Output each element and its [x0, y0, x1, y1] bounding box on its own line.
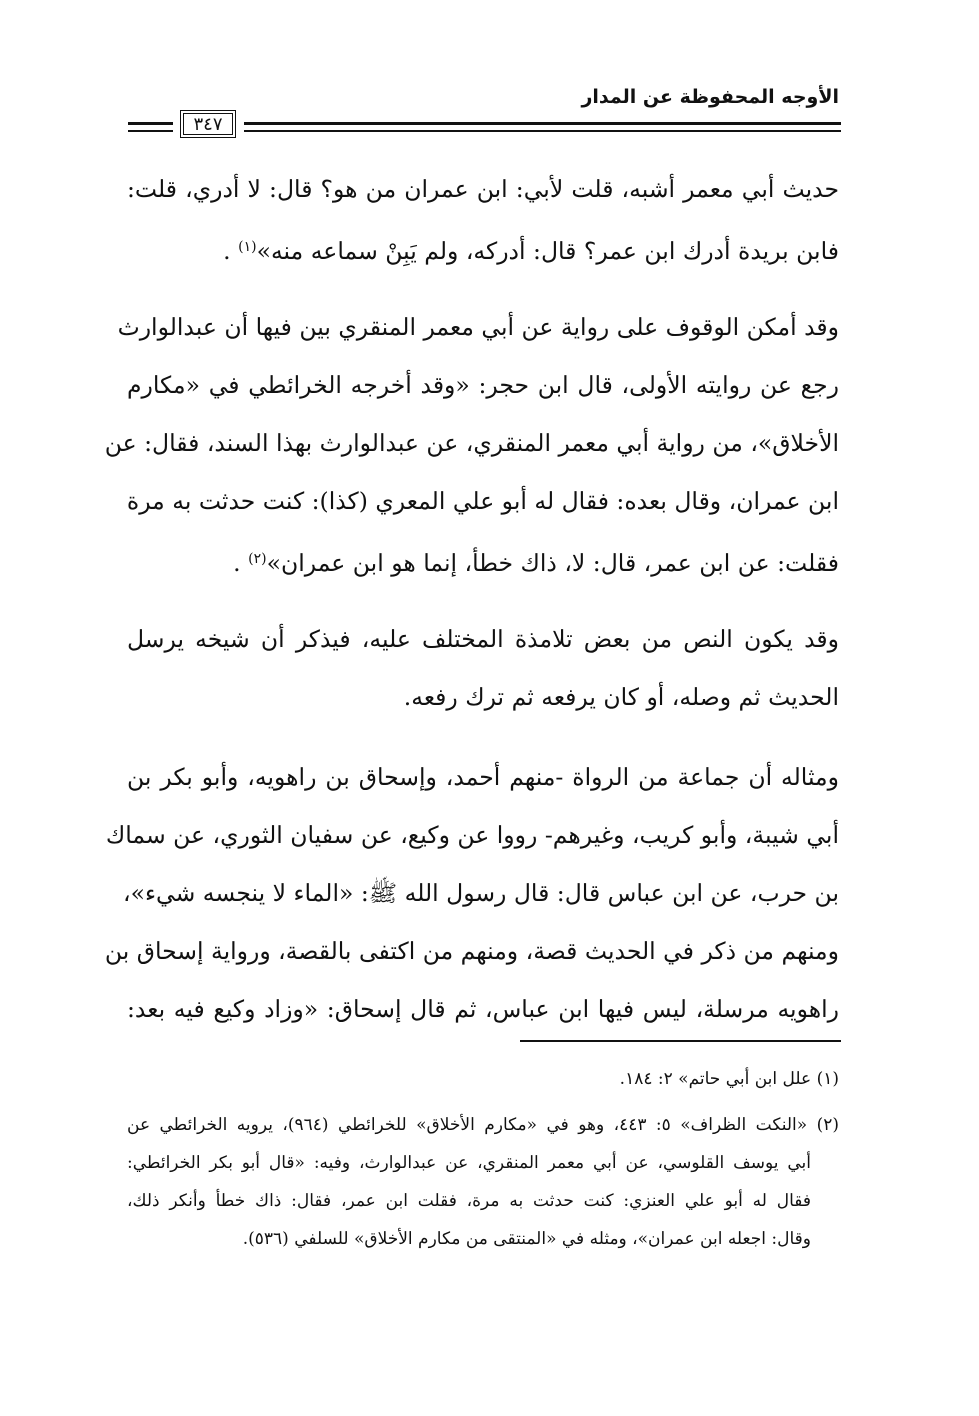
text-line: الحديث ثم وصله، أو كان يرفعه ثم ترك رفعه. [403, 683, 839, 711]
main-text [104, 160, 839, 1060]
paragraph-4 [104, 748, 839, 1038]
header-rule [128, 130, 173, 132]
paragraph-2 [104, 298, 839, 588]
text-line: وقد أمكن الوقوف على رواية عن أبي معمر المنقري بين فيها أن عبدالوارث [117, 313, 839, 341]
footnote-2-line: (٢) «النكت الظراف» ٥: ٤٤٣، وهو في «مكارم الأخلاق» للخرائطي (٩٦٤)، يرويه الخرائطي عن [127, 1115, 839, 1135]
footnote-ref-2[interactable]: (٢) [248, 551, 267, 567]
header-rule [244, 122, 841, 125]
text-line-content: فابن بريدة أدرك ابن عمر؟ قال: أدركه، ولم يَبِنْ سماعه منه» [256, 237, 839, 265]
text-line: الأخلاق»، من رواية أبي معمر المنقري، عن عبدالوارث بهذا السند، فقال: عن [104, 429, 839, 457]
text-line: ومثاله أن جماعة من الرواة -منهم أحمد، وإسحاق بن راهويه، وأبو بكر بن [127, 763, 839, 791]
text-line [127, 530, 839, 588]
running-title: الأوجه المحفوظة عن المدار [581, 86, 839, 108]
footnote-gap [127, 1098, 839, 1106]
text-line: راهويه مرسلة، ليس فيها ابن عباس، ثم قال إسحاق: «وزاد وكيع فيه بعد: [127, 995, 839, 1023]
paragraph-1 [127, 160, 839, 276]
page-number-box [180, 110, 236, 138]
text-line: بن حرب، عن ابن عباس قال: قال رسول الله ﷺ: «الماء لا ينجسه شيء»، [123, 879, 839, 907]
header-rule [128, 122, 173, 125]
line-end: . [233, 549, 241, 577]
footnote-2-line: وقال: اجعله ابن عمران»، ومثله في «المنتقى من مكارم الأخلاق» للسلفي (٥٣٦). [242, 1229, 811, 1249]
line-end: . [223, 237, 231, 265]
footnote-2-line: أبي يوسف القلوسي، عن أبي معمر المنقري، عن عبدالوارث، وفيه: «قال أبو بكر الخرائطي: [127, 1153, 811, 1173]
text-line: رجع عن روايته الأولى، قال ابن حجر: «وقد أخرجه الخرائطي في «مكارم [127, 371, 839, 399]
page-number: ٣٤٧ [193, 113, 223, 135]
text-line: وقد يكون النص من بعض تلامذة المختلف عليه، فيذكر أن شيخه يرسل [127, 625, 839, 653]
footnote-1: (١) علل ابن أبي حاتم» ٢: ١٨٤. [619, 1069, 839, 1089]
footnote-2-line: فقال له أبو علي العنزي: كنت حدثت به مرة، فقلت ابن عمر، فقال: ذاك خطأ وأنكر ذلك، [127, 1191, 811, 1211]
header-rule [244, 130, 841, 132]
footnotes [127, 1060, 839, 1258]
paragraph-3 [127, 610, 839, 726]
footnote-separator [520, 1040, 841, 1042]
text-line: ابن عمران، وقال بعده: فقال له أبو علي المعري (كذا): كنت حدثت به مرة [126, 487, 839, 515]
text-line-content: فقلت: عن ابن عمر، قال: لا، ذاك خطأ، إنما هو ابن عمران» [266, 549, 839, 577]
text-line [127, 218, 839, 276]
footnote-ref-1[interactable]: (١) [238, 239, 257, 255]
text-line: أبي شيبة، وأبو كريب، وغيرهم- رووا عن وكيع، عن سفيان الثوري، عن سماك [105, 821, 839, 849]
text-line: حديث أبي معمر أشبه، قلت لأبي: ابن عمران من هو؟ قال: لا أدري، قلت: [127, 175, 839, 203]
text-line: ومنهم من ذكر في الحديث قصة، ومنهم من اكتفى بالقصة، ورواية إسحاق بن [104, 937, 839, 965]
